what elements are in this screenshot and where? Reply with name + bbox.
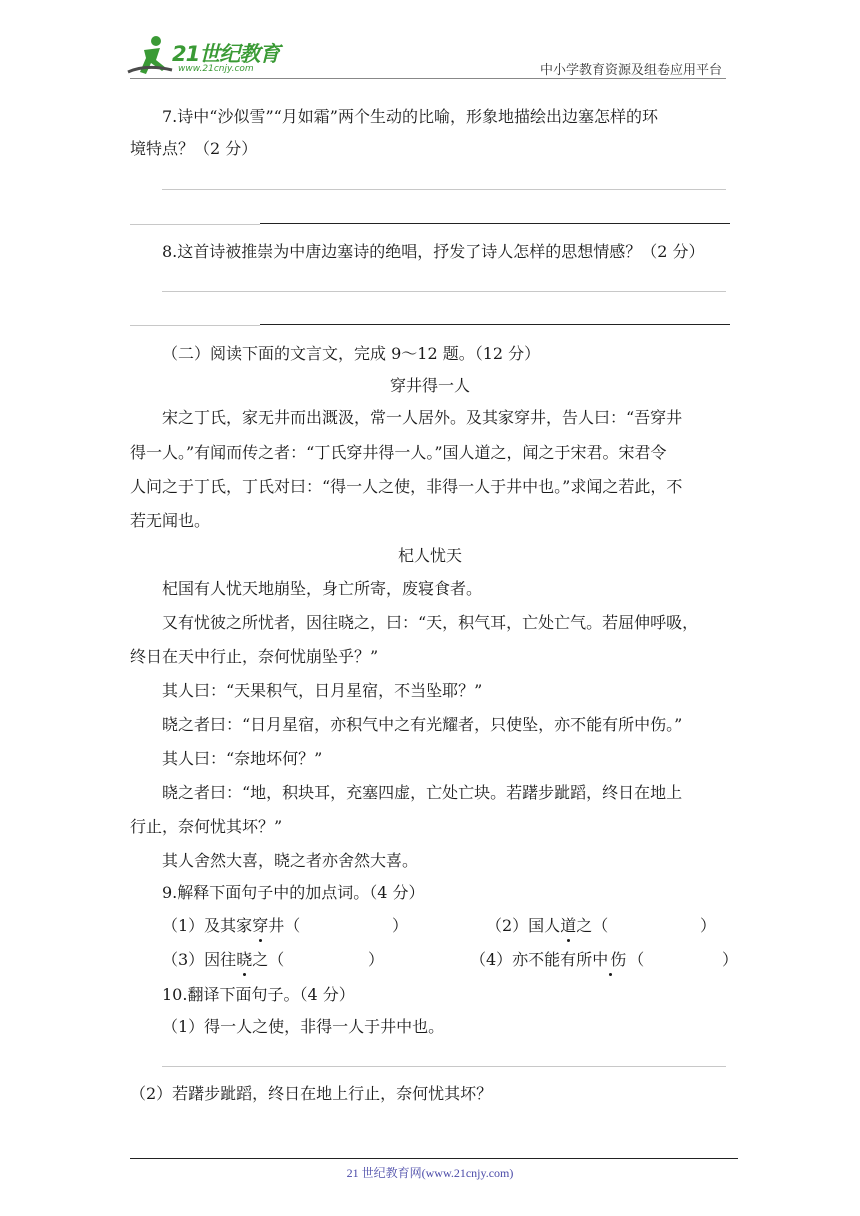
logo-url: www.21cnjy.com	[178, 64, 254, 74]
q9-item4-suffix: （	[628, 950, 645, 969]
q9-item2-close: ）	[700, 916, 717, 935]
runner-icon	[126, 34, 176, 78]
passage2-para7: 其人舍然大喜，晓之者亦舍然大喜。	[162, 851, 419, 870]
logo-text: 21世纪教育	[172, 42, 280, 66]
q7-answer-line2[interactable]	[260, 223, 730, 224]
passage1-line2: 得一人。”有闻而传之者：“丁氏穿井得一人。”国人道之，闻之于宋君。宋君令	[130, 443, 667, 462]
header-platform-text: 中小学教育资源及组卷应用平台	[539, 63, 722, 78]
q9-item1-close: ）	[392, 916, 409, 935]
q10-sentence1: （1）得一人之使，非得一人于井中也。	[162, 1017, 445, 1036]
q9-item4-dotted-word: 中伤	[592, 950, 629, 969]
q7-line2: 境特点？（2 分）	[130, 139, 258, 158]
passage2-para6-line1: 晓之者曰：“地，积块耳，充塞四虚，亡处亡块。若躇步跐蹈，终日在地上	[162, 783, 683, 802]
q8-answer-line2[interactable]	[260, 324, 730, 325]
passage2-para3: 其人曰：“天果积气，日月星宿，不当坠耶？”	[162, 681, 483, 700]
passage2-para6-line2: 行止，奈何忧其坏？”	[130, 817, 283, 836]
q9-item2-prefix: （2）国人	[486, 916, 561, 935]
section2-intro: （二）阅读下面的文言文，完成 9～12 题。（12 分）	[162, 344, 541, 363]
passage2-para5: 其人曰：“奈地坏何？”	[162, 749, 323, 768]
passage2-title: 杞人忧天	[397, 546, 462, 565]
q9-item3-dotted-word: 晓	[236, 950, 253, 969]
q7-answer-line2-left	[130, 224, 260, 225]
passage2-para2-line2: 终日在天中行止，奈何忧崩坠乎？”	[130, 647, 379, 666]
q10-sentence2: （2）若躇步跐蹈，终日在地上行止，奈何忧其坏？	[130, 1084, 493, 1103]
q9-title: 9.解释下面句子中的加点词。（4 分）	[162, 883, 425, 902]
passage2-para4: 晓之者曰：“日月星宿，亦积气中之有光耀者，只使坠，亦不能有所中伤。”	[162, 715, 683, 734]
footer-divider	[130, 1158, 738, 1159]
q8-answer-line2-left	[130, 325, 260, 326]
q8-line1: 8.这首诗被推崇为中唐边塞诗的绝唱，抒发了诗人怎样的思想情感？（2 分）	[162, 242, 705, 261]
q7-answer-line1[interactable]	[162, 189, 726, 190]
passage1-title: 穿井得一人	[389, 376, 470, 395]
q9-item1-blank[interactable]	[306, 915, 392, 937]
q9-item3-close: ）	[368, 950, 385, 969]
q9-item2-suffix: 之（	[576, 916, 609, 935]
q7-line1: 7.诗中“沙似雪”“月如霜”两个生动的比喻，形象地描绘出边塞怎样的环	[162, 107, 658, 126]
q9-item2-dotted-word: 道	[560, 916, 577, 935]
q10-answer-line1[interactable]	[162, 1066, 726, 1067]
passage1-line3: 人问之于丁氏，丁氏对曰：“得一人之使，非得一人于井中也。”求闻之若此，不	[130, 477, 683, 496]
q9-item3-prefix: （3）因往	[162, 950, 237, 969]
q9-item3-suffix: 之（	[252, 950, 285, 969]
logo	[126, 34, 286, 78]
q9-item1-prefix: （1）及其家	[162, 916, 253, 935]
q9-item1	[162, 915, 300, 937]
passage2-para1: 杞国有人忧天地崩坠，身亡所寄，废寝食者。	[162, 579, 483, 598]
header-divider	[130, 78, 726, 79]
q9-item3-blank[interactable]	[280, 949, 366, 971]
q9-item1-dotted-word: 穿	[252, 916, 269, 935]
q9-item4-blank[interactable]	[634, 949, 720, 971]
passage1-line4: 若无闻也。	[130, 511, 211, 530]
footer-text: 21 世纪教育网(www.21cnjy.com)	[346, 1166, 514, 1180]
q8-answer-line1[interactable]	[162, 291, 726, 292]
q9-item2	[486, 915, 608, 937]
passage2-para2-line1: 又有忧彼之所忧者，因往晓之，曰：“天，积气耳，亡处亡气。若屈伸呼吸，	[162, 613, 699, 632]
q9-item4-close: ）	[722, 950, 739, 969]
q10-title: 10.翻译下面句子。（4 分）	[162, 985, 355, 1004]
passage1-line1: 宋之丁氏，家无井而出溉汲，常一人居外。及其家穿井，告人曰：“吾穿井	[162, 408, 683, 427]
q9-item4	[470, 949, 644, 971]
q9-item3	[162, 949, 284, 971]
q9-item4-prefix: （4）亦不能有所	[470, 950, 593, 969]
q9-item2-blank[interactable]	[614, 915, 700, 937]
q9-item1-suffix: 井（	[268, 916, 301, 935]
